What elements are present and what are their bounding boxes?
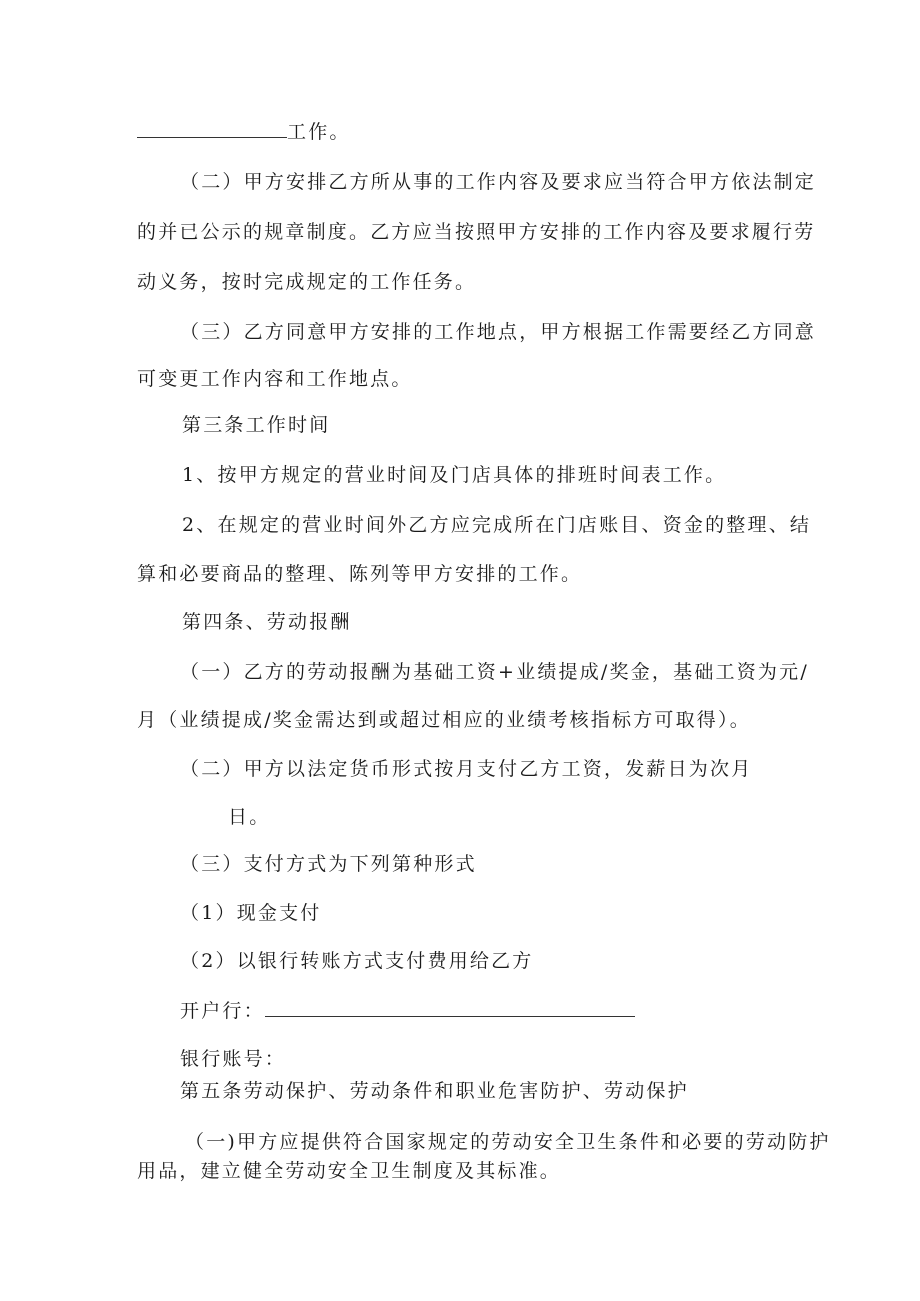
bank-blank-underline (265, 1000, 635, 1017)
item-1: 1、按甲方规定的营业时间及门店具体的排班时间表工作。 (182, 464, 727, 486)
text-line (137, 121, 351, 143)
item-2-line1: 2、在规定的营业时间外乙方应完成所在门店账目、资金的整理、结 (182, 514, 812, 536)
heading-article5: 第五条劳动保护、劳动条件和职业危害防护、劳动保护 (180, 1080, 689, 1102)
pay-3: （三）支付方式为下列第种形式 (180, 853, 477, 875)
para-01-line1: （二）甲方安排乙方所从事的工作内容及要求应当符合甲方依法制定 (180, 171, 817, 193)
heading-article3: 第三条工作时间 (182, 414, 331, 436)
para-01-line2: 的并已公示的规章制度。乙方应当按照甲方安排的工作内容及要求履行劳 (137, 221, 816, 243)
para-02-line1: （三）乙方同意甲方安排的工作地点，甲方根据工作需要经乙方同意 (180, 321, 817, 343)
protect-1-line2: 用品，建立健全劳动安全卫生制度及其标准。 (137, 1160, 562, 1182)
account-label: 银行账号： (180, 1048, 287, 1070)
pay-1-line1: （一）乙方的劳动报酬为基础工资+业绩提成/奖金，基础工资为元/ (180, 661, 809, 683)
pay-1-line2: 月（业绩提成/奖金需达到或超过相应的业绩考核指标方可取得）。 (137, 709, 751, 731)
bank-line (180, 1000, 635, 1022)
pay-option-2: （2）以银行转账方式支付费用给乙方 (180, 950, 534, 972)
pay-2-line2: 日。 (228, 806, 271, 828)
para-01-line3: 动义务，按时完成规定的工作任务。 (137, 271, 477, 293)
pay-option-1: （1）现金支付 (180, 902, 322, 924)
pay-2-line1: （二）甲方以法定货币形式按月支付乙方工资，发薪日为次月 (180, 758, 753, 780)
item-2-line2: 算和必要商品的整理、陈列等甲方安排的工作。 (137, 563, 583, 585)
blank-underline (137, 121, 287, 138)
heading-article4: 第四条、劳动报酬 (182, 611, 352, 633)
line-01-tail: 工作。 (287, 121, 351, 143)
protect-1-line1: （一)甲方应提供符合国家规定的劳动安全卫生条件和必要的劳动防护 (185, 1131, 831, 1153)
para-02-line2: 可变更工作内容和工作地点。 (137, 368, 413, 390)
bank-label: 开户行： (180, 1000, 265, 1022)
